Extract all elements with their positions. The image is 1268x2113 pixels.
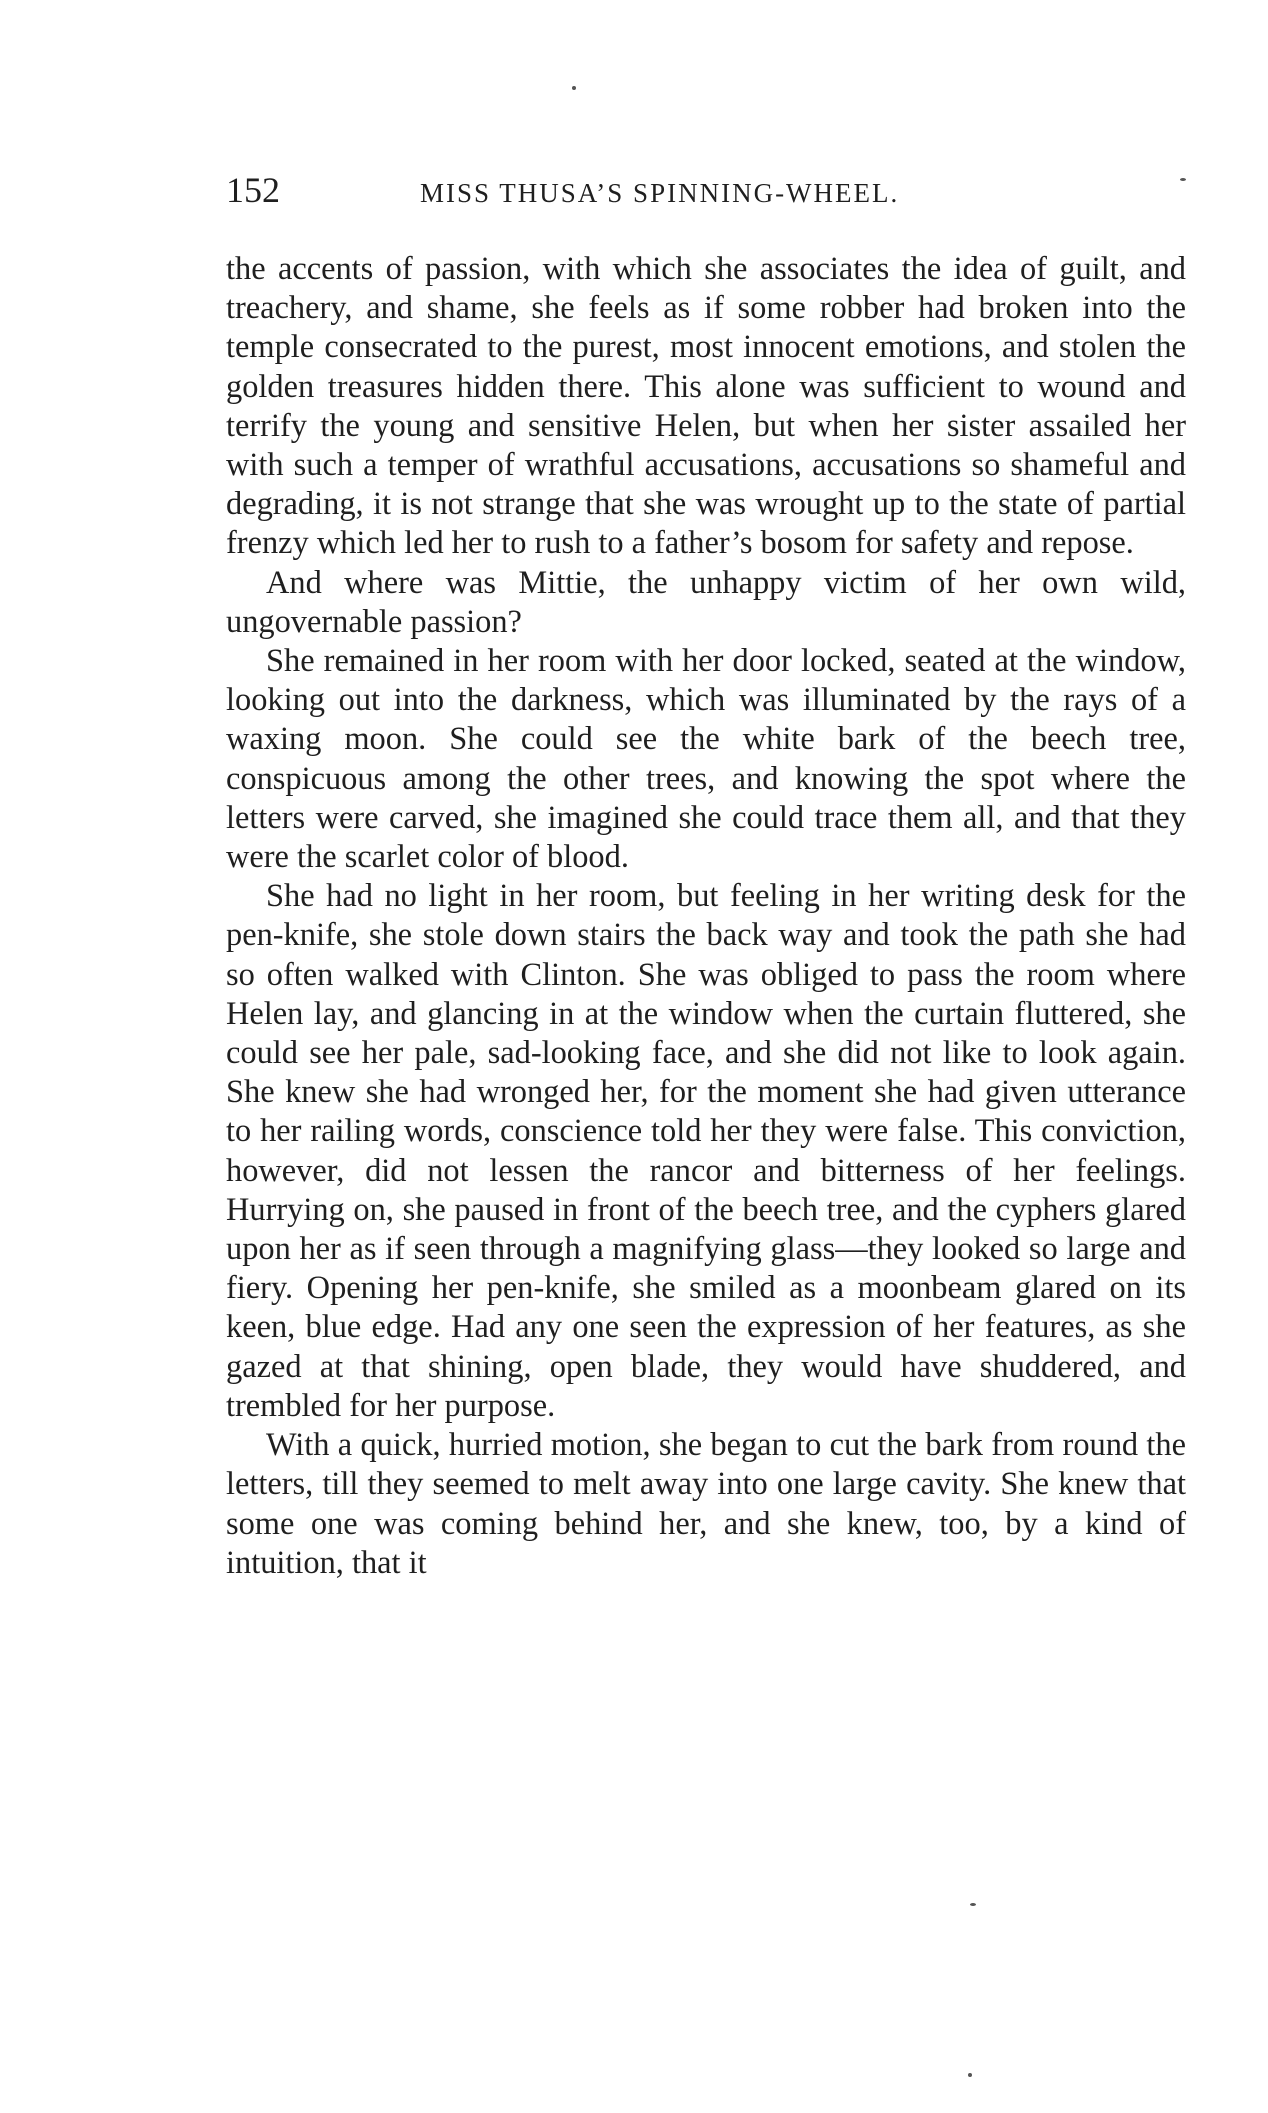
- paragraph: She remained in her room with her door locked, seated at the window, looking out into the darkness, which was illuminated by the rays of a waxing moon. She could see the white bark of the beech tree, conspicuous among the other trees, and knowing the spot where the letters were carved, she imagined she could trace them all, and that they were the scarlet color of blood.: [226, 643, 1186, 876]
- paragraph: With a quick, hurried motion, she began to cut the bark from round the letters, till they seemed to melt away into one large cavity. She knew that some one was coming behind her, and she knew, too, by a kind of intuition, that it: [226, 1427, 1186, 1581]
- scan-speck: [572, 86, 576, 90]
- scan-speck: [1180, 178, 1186, 181]
- scan-speck: [970, 1903, 976, 1906]
- paragraph: She had no light in her room, but feeling in her writing desk for the pen-knife, she stole down stairs the back way and took the path she had so often walked with Clinton. She was obliged to pass the room where Helen lay, and glancing in at the window when the curtain fluttered, she could see her pale, sad-looking face, and she did not like to look again. She knew she had wronged her, for the moment she had given utterance to her railing words, conscience told her they were false. This conviction, however, did not lessen the rancor and bitterness of her feelings. Hurrying on, she paused in front of the beech tree, and the cyphers glared upon her as if seen through a magnifying glass—they looked so large and fiery. Opening her pen-knife, she smiled as a moonbeam glared on its keen, blue edge. Had any one seen the expression of her features, as she gazed at that shining, open blade, they would have shuddered, and trembled for her purpose.: [226, 878, 1186, 1424]
- page-header: [226, 170, 1191, 220]
- page-number: 152: [226, 170, 280, 210]
- body-text: [226, 250, 1186, 1583]
- paragraph: the accents of passion, with which she associates the idea of guilt, and treachery, and shame, she feels as if some robber had broken into the temple consecrated to the purest, most innocent emotions, and stolen the golden treasures hidden there. This alone was sufficient to wound and terrify the young and sensitive Helen, but when her sister assailed her with such a temper of wrathful accusations, accusations so shameful and degrading, it is not strange that she was wrought up to the state of partial frenzy which led her to rush to a father’s bosom for safety and repose.: [226, 251, 1186, 562]
- scan-speck: [968, 2073, 972, 2077]
- running-title: MISS THUSA’S SPINNING-WHEEL.: [420, 178, 900, 208]
- paragraph: And where was Mittie, the unhappy victim of her own wild, ungovernable passion?: [226, 564, 1186, 640]
